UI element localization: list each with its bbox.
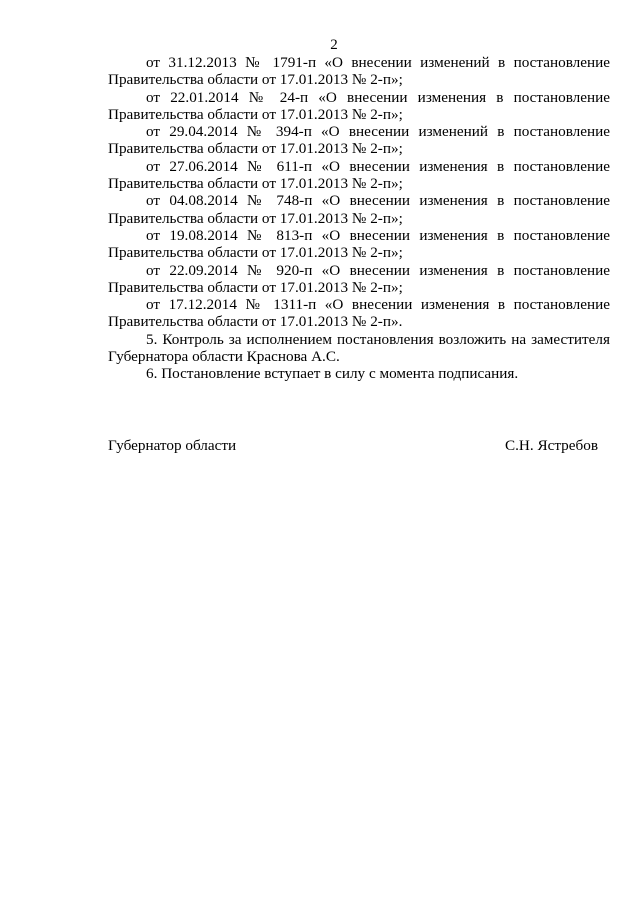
signature-block: [108, 437, 598, 454]
amendment-target: Правительства области от 17.01.2013 № 2-п».: [108, 313, 403, 331]
signatory-name: С.Н. Ястребов: [504, 437, 598, 454]
amendment-target: Правительства области от 17.01.2013 № 2-п»;: [108, 140, 403, 158]
amendment-item: [108, 158, 610, 193]
amendment-item: [108, 123, 610, 158]
amendment-target: Правительства области от 17.01.2013 № 2-п»;: [108, 244, 403, 262]
amendment-target: Правительства области от 17.01.2013 № 2-п»;: [108, 105, 403, 123]
amendment-target: Правительства области от 17.01.2013 № 2-п»;: [108, 278, 403, 296]
amendment-item: [108, 227, 610, 262]
document-body: [108, 54, 610, 383]
amendment-reference: от 04.08.2014 № 748-п «О внесении изменения в постановление: [146, 192, 610, 210]
amendment-reference: от 29.04.2014 № 394-п «О внесении изменений в постановление: [146, 123, 610, 141]
amendment-reference: от 22.09.2014 № 920-п «О внесении изменения в постановление: [146, 261, 610, 279]
paragraph-5-control: 5. Контроль за исполнением постановления возложить на заместителя Губернатора области Краснова А.С.: [108, 330, 610, 366]
paragraph-6-effective-date: 6. Постановление вступает в силу с момента подписания.: [146, 365, 519, 383]
amendment-item: [108, 54, 610, 89]
amendment-reference: от 19.08.2014 № 813-п «О внесении изменения в постановление: [146, 226, 610, 244]
amendment-reference: от 27.06.2014 № 611-п «О внесении изменения в постановление: [146, 157, 610, 175]
amendment-reference: от 17.12.2014 № 1311-п «О внесении изменения в постановление: [146, 296, 610, 314]
amendment-item: [108, 89, 610, 124]
amendment-reference: от 22.01.2014 № 24-п «О внесении изменения в постановление: [146, 88, 610, 106]
amendment-target: Правительства области от 17.01.2013 № 2-п»;: [108, 71, 403, 89]
amendment-target: Правительства области от 17.01.2013 № 2-п»;: [108, 209, 403, 227]
amendment-item: [108, 262, 610, 297]
amendment-target: Правительства области от 17.01.2013 № 2-п»;: [108, 175, 403, 193]
amendment-item: [108, 296, 610, 331]
amendments-list: [108, 54, 610, 331]
amendment-reference: от 31.12.2013 № 1791-п «О внесении изменений в постановление: [146, 54, 610, 71]
signatory-position: Губернатор области: [108, 437, 237, 454]
amendment-item: [108, 192, 610, 227]
page-number: 2: [330, 37, 338, 53]
